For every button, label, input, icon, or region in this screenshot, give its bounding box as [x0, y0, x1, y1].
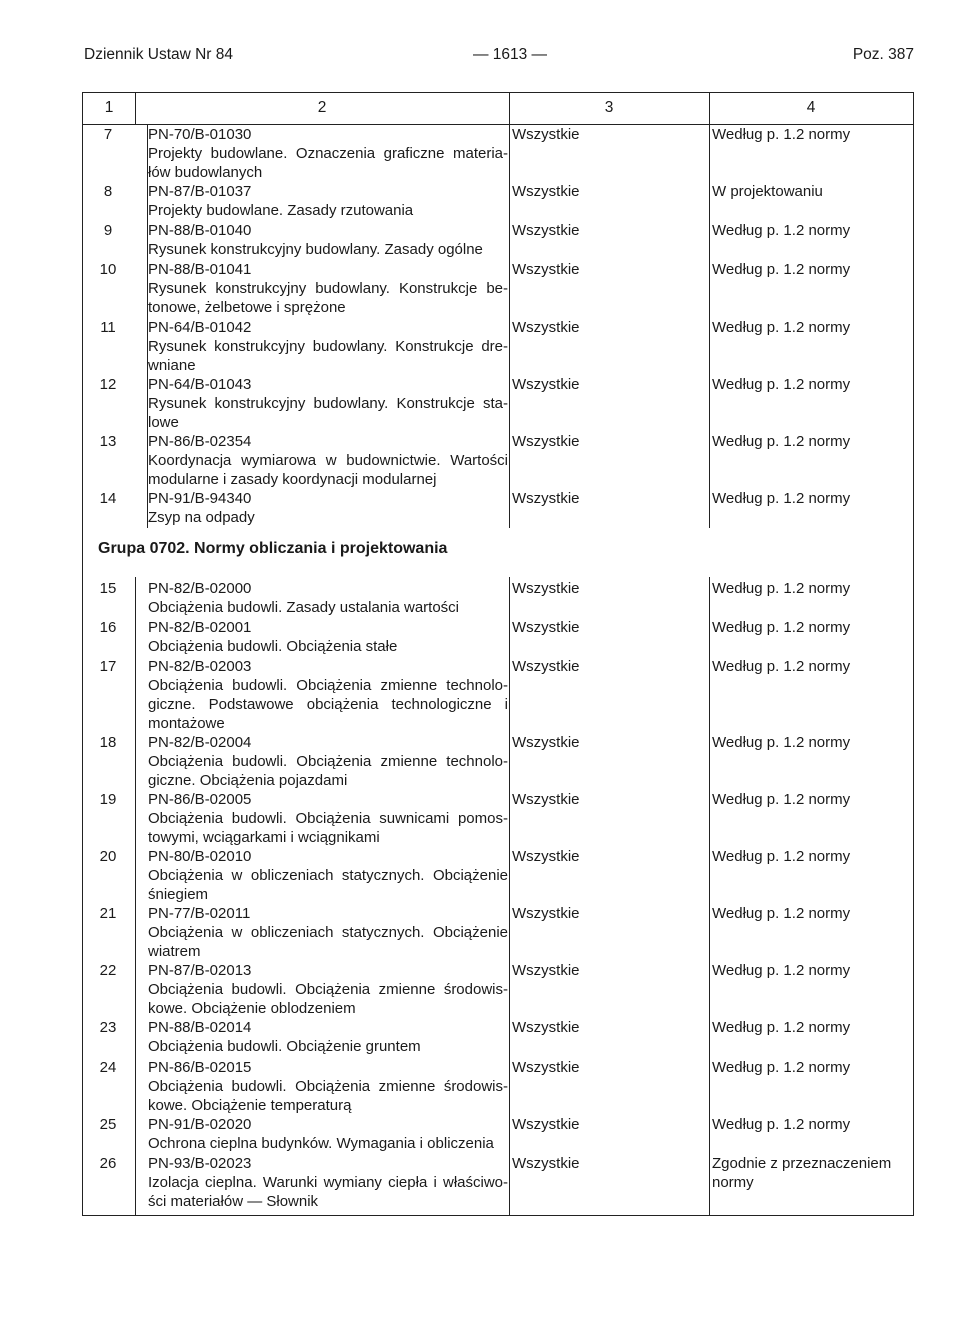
scope-cell: Wszystkie [512, 183, 580, 200]
standard-code: PN-88/B-01041 [148, 261, 252, 278]
page-header [84, 46, 914, 72]
column-divider [509, 577, 510, 1215]
scope-cell: Wszystkie [512, 1059, 580, 1076]
row-number: 13 [99, 433, 117, 450]
row-number: 22 [99, 962, 117, 979]
row-number: 18 [99, 734, 117, 751]
note-cell: Według p. 1.2 normy [712, 490, 851, 507]
row-number: 21 [99, 905, 117, 922]
note-cell: Według p. 1.2 normy [712, 261, 851, 278]
note-cell: Zgodnie z przeznaczeniem normy [712, 1155, 892, 1191]
standard-description [148, 221, 508, 259]
standard-description [148, 489, 508, 527]
standard-code: PN-87/B-02013 [148, 962, 252, 979]
standard-description [148, 260, 508, 317]
standard-title: Obciążenia budowli. Zasady ustalania wartości [148, 599, 459, 616]
scope-cell: Wszystkie [512, 848, 580, 865]
standard-code: PN-82/B-02001 [148, 619, 252, 636]
row-number: 9 [103, 222, 113, 239]
standard-code: PN-93/B-02023 [148, 1155, 252, 1172]
column-divider [709, 577, 710, 1215]
scope-cell: Wszystkie [512, 261, 580, 278]
standard-code: PN-86/B-02005 [148, 791, 252, 808]
standard-code: PN-64/B-01042 [148, 319, 252, 336]
note-cell: Według p. 1.2 normy [712, 734, 851, 751]
note-cell: Według p. 1.2 normy [712, 791, 851, 808]
journal-title: Dziennik Ustaw Nr 84 [84, 46, 234, 63]
note-cell: Według p. 1.2 normy [712, 580, 851, 597]
note-cell: Według p. 1.2 normy [712, 126, 851, 143]
note-cell: Według p. 1.2 normy [712, 376, 851, 393]
table-column-headers [83, 93, 913, 125]
standard-title: Obciążenia budowli. Obciążenia suwnicami pomos-towymi, wciągarkami i wciągnikami [148, 810, 508, 846]
row-number: 17 [99, 658, 117, 675]
note-cell: Według p. 1.2 normy [712, 905, 851, 922]
standard-title: Izolacja cieplna. Warunki wymiany ciepła i właściwo-ści materiałów — Słownik [148, 1174, 508, 1210]
scope-cell: Wszystkie [512, 734, 580, 751]
row-number: 15 [99, 580, 117, 597]
standard-description [148, 733, 508, 790]
standard-description [148, 1154, 508, 1211]
standard-description [148, 125, 508, 182]
standard-description [148, 904, 508, 961]
standard-code: PN-88/B-02014 [148, 1019, 252, 1036]
column-divider [509, 93, 510, 124]
scope-cell: Wszystkie [512, 126, 580, 143]
row-number: 16 [99, 619, 117, 636]
note-cell: Według p. 1.2 normy [712, 1059, 851, 1076]
scope-cell: Wszystkie [512, 619, 580, 636]
scope-cell: Wszystkie [512, 433, 580, 450]
standard-description [148, 657, 508, 733]
standard-title: Obciążenia budowli. Obciążenia zmienne środowis-kowe. Obciążenie oblodzeniem [148, 981, 508, 1017]
standard-title: Koordynacja wymiarowa w budownictwie. Wartości modularne i zasady koordynacji modularnej [148, 452, 508, 488]
standard-code: PN-88/B-01040 [148, 222, 252, 239]
scope-cell: Wszystkie [512, 1019, 580, 1036]
column-divider [709, 124, 710, 528]
note-cell: Według p. 1.2 normy [712, 433, 851, 450]
standard-description [148, 579, 508, 617]
standard-description [148, 1018, 508, 1056]
column-divider [509, 124, 510, 528]
note-cell: Według p. 1.2 normy [712, 619, 851, 636]
scope-cell: Wszystkie [512, 580, 580, 597]
standard-title: Projekty budowlane. Oznaczenia graficzne materia-łów budowlanych [148, 145, 508, 181]
scope-cell: Wszystkie [512, 376, 580, 393]
scope-cell: Wszystkie [512, 962, 580, 979]
standard-title: Rysunek konstrukcyjny budowlany. Konstrukcje sta-lowe [148, 395, 508, 431]
column-header-2: 2 [317, 99, 327, 116]
group-title: Grupa 0702. Normy obliczania i projektowania [98, 540, 453, 558]
standard-code: PN-82/B-02004 [148, 734, 252, 751]
scope-cell: Wszystkie [512, 791, 580, 808]
standard-title: Rysunek konstrukcyjny budowlany. Zasady ogólne [148, 241, 483, 258]
row-number: 8 [103, 183, 113, 200]
standard-description [148, 182, 508, 220]
scope-cell: Wszystkie [512, 658, 580, 675]
note-cell: Według p. 1.2 normy [712, 848, 851, 865]
standard-code: PN-91/B-94340 [148, 490, 252, 507]
row-number: 23 [99, 1019, 117, 1036]
standard-code: PN-77/B-02011 [148, 905, 251, 922]
note-cell: Według p. 1.2 normy [712, 1116, 851, 1133]
scope-cell: Wszystkie [512, 490, 580, 507]
standard-title: Rysunek konstrukcyjny budowlany. Konstrukcje dre-wniane [148, 338, 508, 374]
standard-code: PN-86/B-02354 [148, 433, 252, 450]
note-cell: Według p. 1.2 normy [712, 319, 851, 336]
standard-title: Rysunek konstrukcyjny budowlany. Konstrukcje be-tonowe, żelbetowe i sprężone [148, 280, 508, 316]
column-header-4: 4 [806, 99, 816, 116]
scope-cell: Wszystkie [512, 905, 580, 922]
scope-cell: Wszystkie [512, 222, 580, 239]
standard-code: PN-91/B-02020 [148, 1116, 252, 1133]
standard-description [148, 618, 508, 656]
scope-cell: Wszystkie [512, 1116, 580, 1133]
row-number: 7 [103, 126, 113, 143]
standard-description [148, 1058, 508, 1115]
row-number: 12 [99, 376, 117, 393]
column-divider [135, 93, 136, 124]
note-cell: W projektowaniu [712, 183, 823, 200]
note-cell: Według p. 1.2 normy [712, 1019, 851, 1036]
note-cell: Według p. 1.2 normy [712, 962, 851, 979]
standard-description [148, 375, 508, 432]
standard-title: Obciążenia w obliczeniach statycznych. Obciążenie wiatrem [148, 924, 508, 960]
standard-description [148, 432, 508, 489]
standard-code: PN-82/B-02003 [148, 658, 252, 675]
standard-title: Zsyp na odpady [148, 509, 255, 526]
standard-code: PN-82/B-02000 [148, 580, 252, 597]
standard-title: Ochrona cieplna budynków. Wymagania i obliczenia [148, 1135, 494, 1152]
standard-title: Obciążenia budowli. Obciążenia stałe [148, 638, 398, 655]
row-number: 25 [99, 1116, 117, 1133]
note-cell: Według p. 1.2 normy [712, 222, 851, 239]
row-number: 26 [99, 1155, 117, 1172]
standard-description [148, 1115, 508, 1153]
standard-code: PN-80/B-02010 [148, 848, 252, 865]
page-number: — 1613 — [472, 46, 548, 63]
column-header-1: 1 [104, 99, 114, 116]
standard-description [148, 318, 508, 375]
standard-description [148, 847, 508, 904]
standard-title: Obciążenia budowli. Obciążenie gruntem [148, 1038, 421, 1055]
standard-description [148, 961, 508, 1018]
standard-code: PN-86/B-02015 [148, 1059, 252, 1076]
standard-code: PN-64/B-01043 [148, 376, 252, 393]
row-number: 11 [100, 319, 116, 336]
row-number: 14 [99, 490, 117, 507]
scope-cell: Wszystkie [512, 1155, 580, 1172]
standard-title: Obciążenia w obliczeniach statycznych. Obciążenie śniegiem [148, 867, 508, 903]
row-number: 10 [99, 261, 117, 278]
row-number: 19 [99, 791, 117, 808]
standard-code: PN-70/B-01030 [148, 126, 252, 143]
column-divider [709, 93, 710, 124]
standard-code: PN-87/B-01037 [148, 183, 252, 200]
column-divider [135, 577, 136, 1215]
standard-title: Projekty budowlane. Zasady rzutowania [148, 202, 414, 219]
position-number: Poz. 387 [852, 46, 914, 63]
standard-description [148, 790, 508, 847]
row-number: 24 [99, 1059, 117, 1076]
row-number: 20 [99, 848, 117, 865]
note-cell: Według p. 1.2 normy [712, 658, 851, 675]
standard-title: Obciążenia budowli. Obciążenia zmienne technolo-giczne. Obciążenia pojazdami [148, 753, 508, 789]
scope-cell: Wszystkie [512, 319, 580, 336]
column-header-3: 3 [604, 99, 614, 116]
standard-title: Obciążenia budowli. Obciążenia zmienne środowis-kowe. Obciążenie temperaturą [148, 1078, 508, 1114]
standard-title: Obciążenia budowli. Obciążenia zmienne technolo-giczne. Podstawowe obciążenia technologiczne i montażowe [148, 677, 508, 732]
